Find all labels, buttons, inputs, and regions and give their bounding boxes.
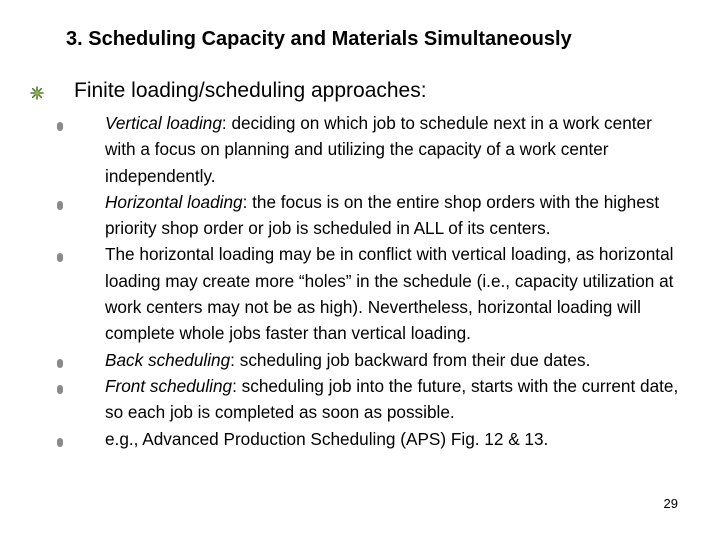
list-item: [46, 426, 686, 452]
list-item: [46, 110, 686, 189]
bullet-dot-icon: [46, 347, 105, 373]
bullet-term: Vertical loading: [105, 113, 222, 133]
bullet-text: The horizontal loading may be in conflict with vertical loading, as horizontal loading may create more “holes” in the schedule (i.e., capacity utilization at work centers may not be as high). Nevertheless, horizontal loading will complete whole jobs faster than vertical loading.: [105, 244, 674, 344]
bullet-dot-icon: [46, 426, 105, 452]
bullet-text: : deciding on which job to schedule next in a work center with a focus on planning and utilizing the capacity of a work center independently.: [105, 113, 652, 186]
bullet-dot-icon: [46, 373, 105, 399]
bullet-term: Front scheduling: [105, 375, 233, 396]
bullet-term: Horizontal loading: [105, 191, 243, 212]
bullet-text: : scheduling job into the future, starts with the current date, so each job is completed as soon as possible.: [105, 375, 679, 423]
bullet-dot-icon: [46, 189, 105, 215]
bullet-dot-icon: [46, 241, 105, 267]
page-number: 29: [663, 496, 678, 511]
main-point: Finite loading/scheduling approaches:: [74, 79, 427, 102]
bullet-text: : the focus is on the entire shop orders with the highest priority shop order or job is scheduled in ALL of its centers.: [105, 191, 660, 239]
list-item: [46, 241, 686, 346]
bullet-text: : scheduling job backward from their due dates.: [230, 349, 591, 370]
asterisk-flower-icon: [26, 78, 74, 104]
bullet-dot-icon: [46, 110, 105, 136]
list-item: [46, 347, 686, 373]
main-bullet-row: [26, 78, 696, 104]
list-item: [46, 189, 686, 242]
list-item: [46, 373, 686, 426]
slide-title: 3. Scheduling Capacity and Materials Simultaneously: [66, 28, 572, 50]
bullet-text: e.g., Advanced Production Scheduling (APS) Fig. 12 & 13.: [105, 428, 549, 449]
sub-bullet-list: [46, 110, 686, 452]
bullet-term: Back scheduling: [105, 349, 231, 370]
